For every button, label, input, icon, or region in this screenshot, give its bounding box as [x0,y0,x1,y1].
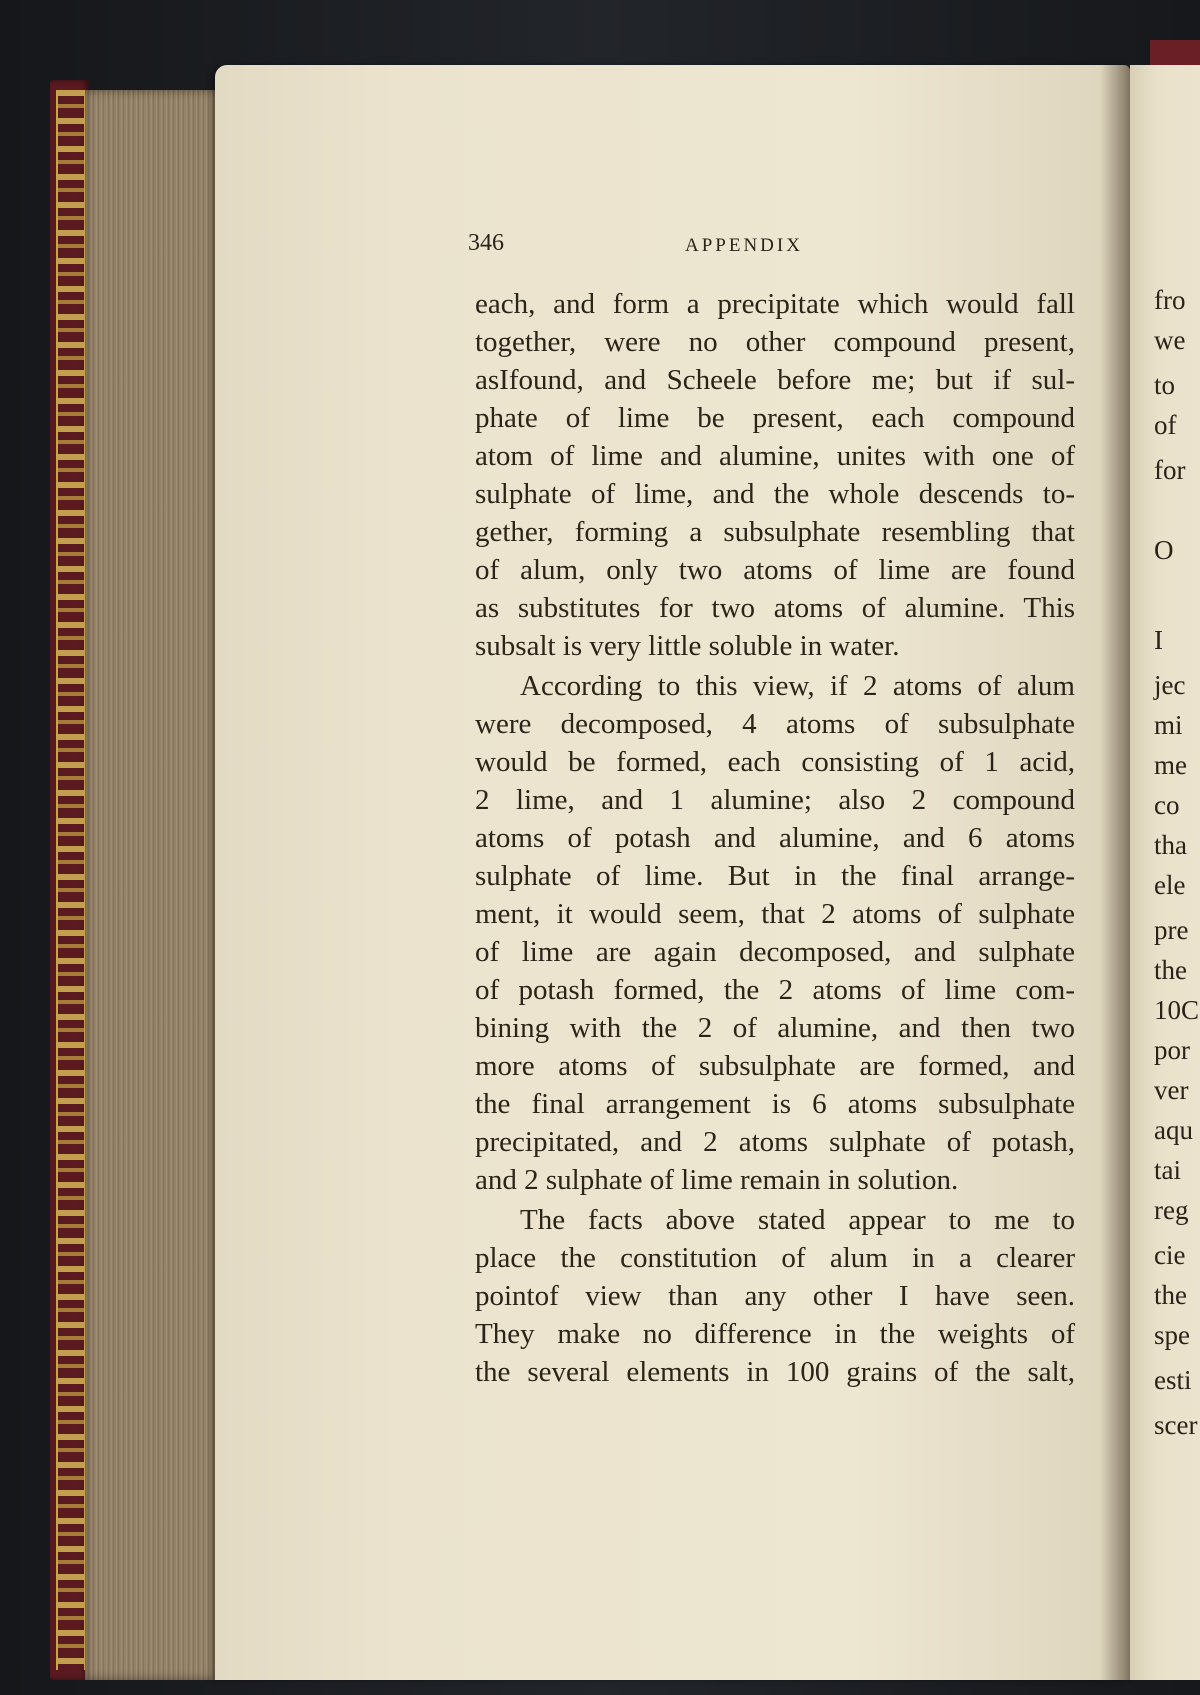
opposite-page-fragment: ver [1154,1075,1189,1105]
text-line: of alum, only two atoms of lime are found [475,554,1075,586]
text-line: atoms of potash and alumine, and 6 atoms [475,822,1075,854]
opposite-page-fragment: cie [1154,1240,1186,1270]
opposite-page-fragment: ele [1154,870,1186,900]
opposite-page-fragment: the [1154,1280,1187,1310]
opposite-page-fragment: aqu [1154,1115,1193,1145]
text-line: as substitutes for two atoms of alumine. This [475,592,1075,624]
text-line: subsalt is very little soluble in water. [475,630,900,662]
running-head: APPENDIX [685,235,803,256]
text-line: The facts above stated appear to me to [520,1204,1075,1236]
text-line: sulphate of lime, and the whole descends to- [475,478,1075,510]
text-line: They make no difference in the weights of [475,1318,1075,1350]
opposite-page-fragment: I [1154,625,1163,655]
opposite-page-fragment: of [1154,410,1177,440]
opposite-page-fragment: O [1154,535,1174,565]
opposite-page-fragment: esti [1154,1365,1192,1395]
text-line: pointof view than any other I have seen. [475,1280,1075,1312]
opposite-page-fragment: reg [1154,1195,1189,1225]
text-line: and 2 sulphate of lime remain in solution. [475,1164,959,1196]
text-line: each, and form a precipitate which would fall [475,288,1075,320]
text-line: more atoms of subsulphate are formed, and [475,1050,1075,1082]
opposite-page-fragment: tai [1154,1155,1181,1185]
opposite-page-fragment: 10C [1154,995,1200,1025]
opposite-page-fragment: mi [1154,710,1183,740]
opposite-page-fragment: por [1154,1035,1190,1065]
opposite-page-fragment: for [1154,455,1186,485]
gilt-decoration [56,90,86,1670]
opposite-page-fragment: spe [1154,1320,1190,1350]
opposite-page-fragment: tha [1154,830,1187,860]
text-line: together, were no other compound present, [475,326,1075,358]
text-line: atom of lime and alumine, unites with one of [475,440,1075,472]
opposite-page-fragment: fro [1154,285,1186,315]
opposite-page-fragment: to [1154,370,1176,400]
text-line: place the constitution of alum in a clearer [475,1242,1075,1274]
text-line: were decomposed, 4 atoms of subsulphate [475,708,1075,740]
opposite-page-fragment: we [1154,325,1186,355]
text-line: asIfound, and Scheele before me; but if sul- [475,364,1075,396]
body-text [475,285,1075,1391]
page-fore-edge [85,90,220,1680]
book-cover-left [50,80,90,1680]
opposite-page-fragment: co [1154,790,1180,820]
opposite-page [1130,65,1200,1680]
paragraph [475,667,1075,1199]
opposite-page-fragment: pre [1154,915,1189,945]
text-line: of lime are again decomposed, and sulphate [475,936,1075,968]
opposite-page-fragment: scer [1154,1410,1198,1440]
opposite-page-fragment: jec [1154,670,1186,700]
text-line: bining with the 2 of alumine, and then two [475,1012,1075,1044]
text-line: precipitated, and 2 atoms sulphate of potash, [475,1126,1075,1158]
text-line: ment, it would seem, that 2 atoms of sulphate [475,898,1075,930]
opposite-page-fragment: the [1154,955,1187,985]
text-line: would be formed, each consisting of 1 acid, [475,746,1075,778]
text-line: sulphate of lime. But in the final arrange- [475,860,1075,892]
text-line: 2 lime, and 1 alumine; also 2 compound [475,784,1075,816]
text-line: of potash formed, the 2 atoms of lime com- [475,974,1075,1006]
paragraph [475,1201,1075,1391]
text-line: the several elements in 100 grains of the salt, [475,1356,1075,1388]
text-line: phate of lime be present, each compound [475,402,1075,434]
text-line: the final arrangement is 6 atoms subsulphate [475,1088,1075,1120]
opposite-page-fragment: me [1154,750,1187,780]
text-line: gether, forming a subsulphate resembling that [475,516,1075,548]
page-number: 346 [468,230,504,256]
text-line: According to this view, if 2 atoms of alum [520,670,1075,702]
paragraph [475,285,1075,665]
